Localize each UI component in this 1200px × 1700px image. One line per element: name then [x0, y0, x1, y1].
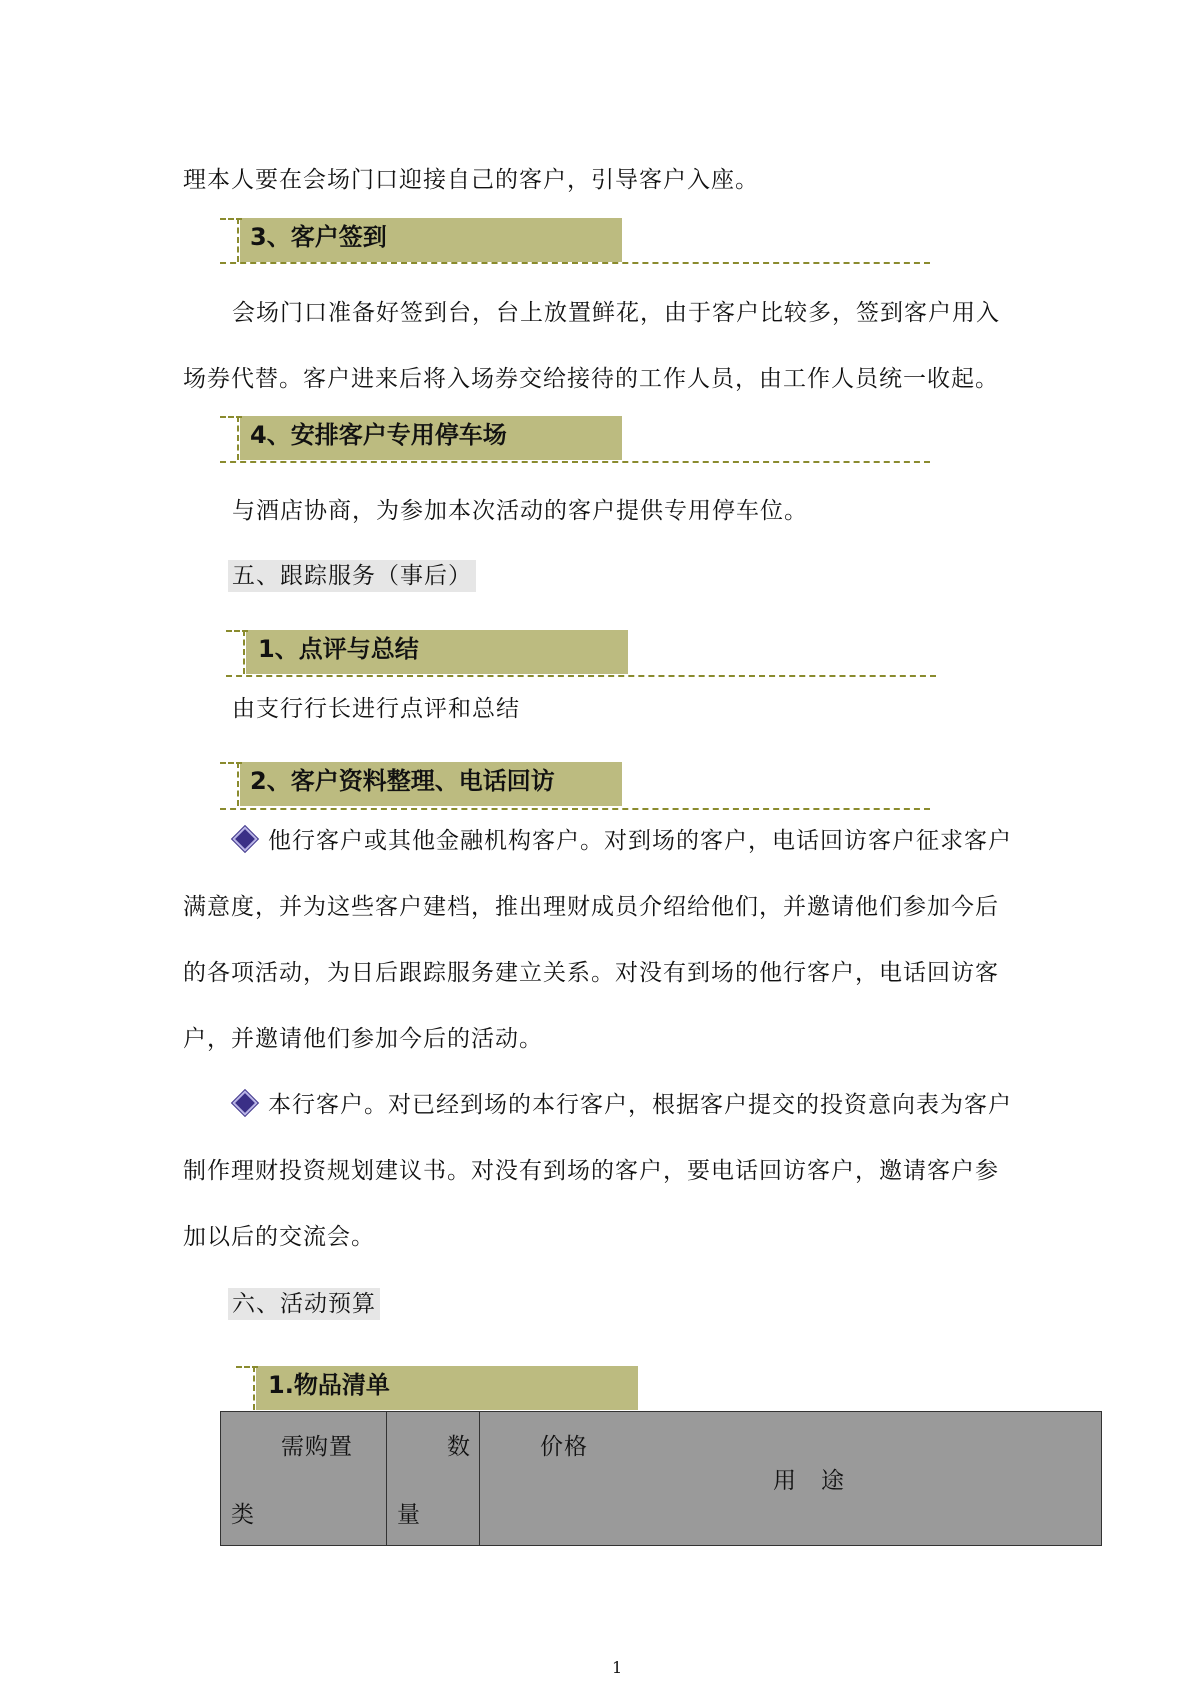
heading-dash-top: [220, 416, 242, 418]
heading-dash-bottom: [220, 461, 930, 463]
paragraph-text: 加以后的交流会。: [183, 1224, 375, 1250]
table-header-cell-quantity: [387, 1412, 480, 1546]
heading-review-summary: 1、点评与总结: [258, 635, 419, 663]
section-title-five: 五、跟踪服务（事后）: [228, 560, 476, 592]
heading-dash-left: [253, 1366, 255, 1410]
header-label: 量: [397, 1502, 421, 1528]
table-header-cell-price-usage: [480, 1412, 1102, 1546]
paragraph-text: 由支行行长进行点评和总结: [232, 696, 520, 722]
header-label: 需购置: [281, 1434, 353, 1460]
header-label: 数: [447, 1434, 471, 1460]
paragraph-text: 他行客户或其他金融机构客户。对到场的客户，电话回访客户征求客户: [268, 828, 1012, 854]
paragraph-text: 满意度，并为这些客户建档，推出理财成员介绍给他们，并邀请他们参加今后: [183, 894, 999, 920]
heading-dash-left: [237, 762, 239, 806]
diamond-bullet-icon: [232, 1090, 257, 1115]
heading-item-list: 1.物品清单: [268, 1371, 390, 1399]
table-header-row: [221, 1412, 1102, 1546]
heading-client-data-followup: 2、客户资料整理、电话回访: [250, 767, 555, 795]
paragraph-text: 本行客户。对已经到场的本行客户，根据客户提交的投资意向表为客户: [268, 1092, 1012, 1118]
heading-client-signin: 3、客户签到: [250, 223, 387, 251]
paragraph-text: 的各项活动，为日后跟踪服务建立关系。对没有到场的他行客户，电话回访客: [183, 960, 999, 986]
paragraph-text: 会场门口准备好签到台，台上放置鲜花，由于客户比较多，签到客户用入: [232, 300, 1000, 326]
header-label: 用 途: [773, 1468, 845, 1494]
heading-dash-bottom: [220, 262, 930, 264]
heading-dash-left: [237, 218, 239, 262]
page-number: 1: [612, 1658, 623, 1677]
header-label: 类: [231, 1502, 255, 1528]
item-list-table: [220, 1411, 1102, 1546]
heading-dash-left: [243, 630, 245, 674]
paragraph-text: 户，并邀请他们参加今后的活动。: [183, 1026, 543, 1052]
table-header-cell-category: [221, 1412, 387, 1546]
paragraph-text: 制作理财投资规划建议书。对没有到场的客户，要电话回访客户，邀请客户参: [183, 1158, 999, 1184]
heading-dash-bottom: [220, 808, 930, 810]
diamond-bullet-icon: [232, 826, 257, 851]
header-label: 价格: [540, 1434, 588, 1460]
heading-dash-left: [237, 416, 239, 460]
section-title-six: 六、活动预算: [228, 1288, 380, 1320]
heading-dash-top: [220, 218, 242, 220]
paragraph-text: 理本人要在会场门口迎接自己的客户，引导客户入座。: [183, 167, 759, 193]
paragraph-text: 场券代替。客户进来后将入场券交给接待的工作人员，由工作人员统一收起。: [183, 366, 999, 392]
heading-dash-top: [236, 1366, 258, 1368]
heading-dash-bottom: [226, 675, 936, 677]
paragraph-text: 与酒店协商，为参加本次活动的客户提供专用停车位。: [232, 498, 808, 524]
heading-parking: 4、安排客户专用停车场: [250, 421, 507, 449]
heading-dash-top: [226, 630, 248, 632]
heading-dash-top: [220, 762, 242, 764]
